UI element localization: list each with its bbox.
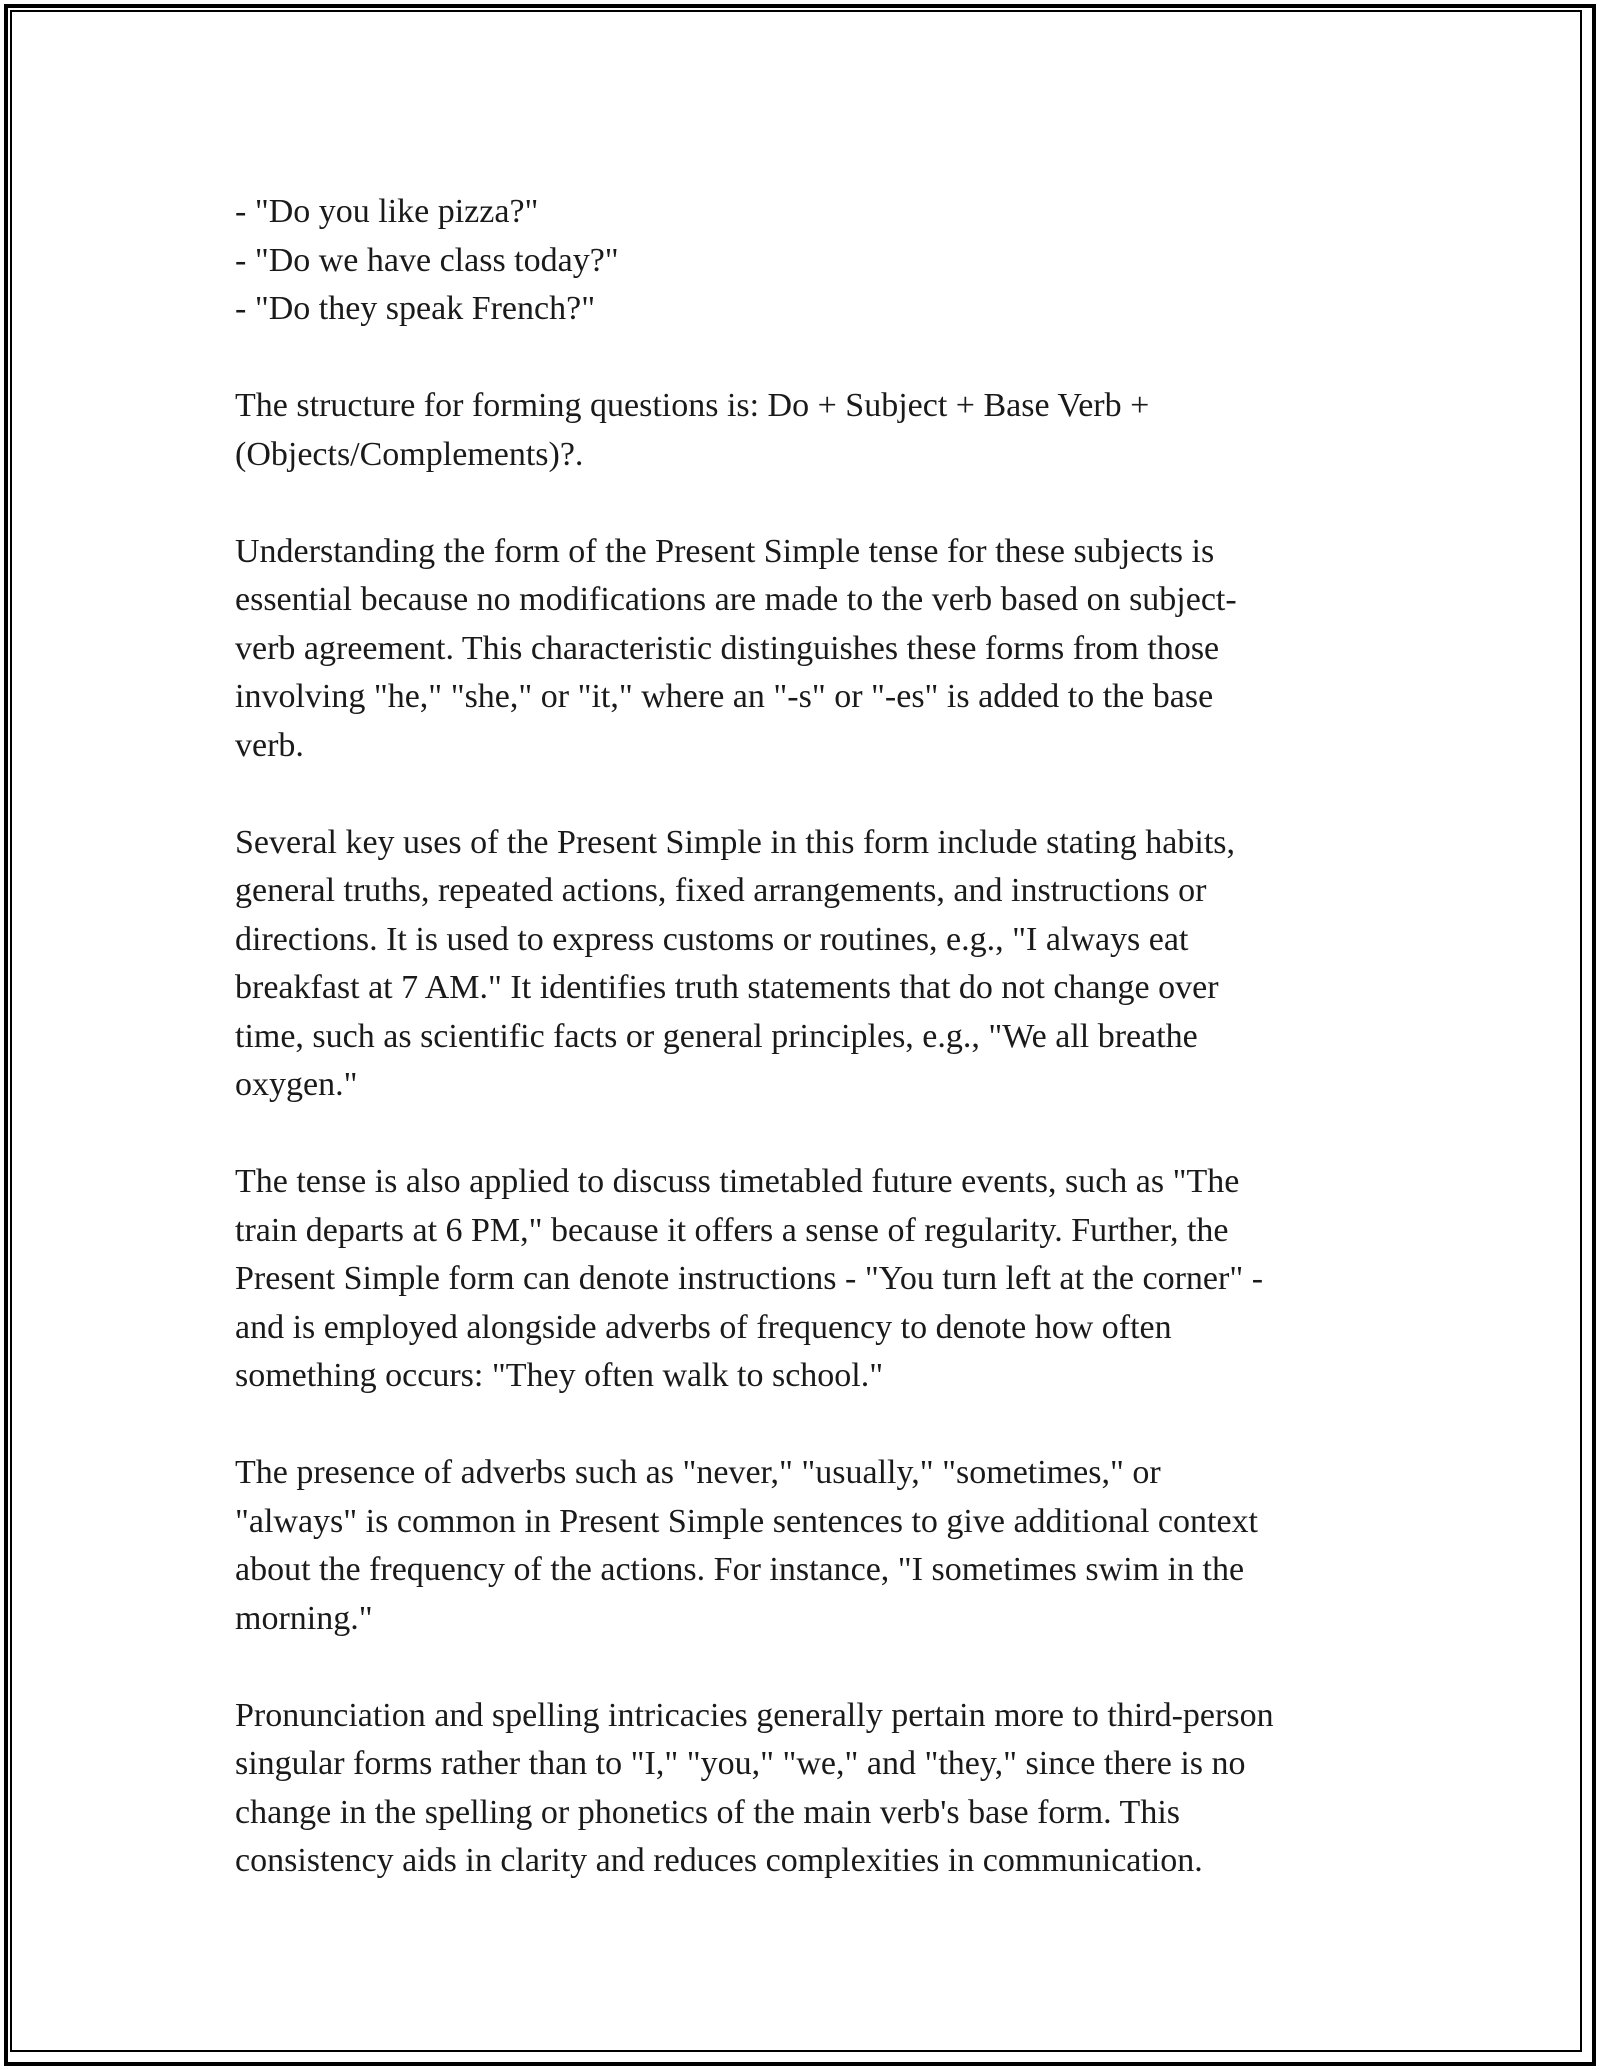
- paragraph-adverbs-frequency: [235, 1449, 1395, 1643]
- example-question: - "Do you like pizza?": [235, 193, 539, 230]
- text-line: train departs at 6 PM," because it offers a sense of regularity. Further, the: [235, 1211, 1229, 1249]
- text-line: change in the spelling or phonetics of the main verb's base form. This: [235, 1793, 1180, 1831]
- text-line: Present Simple form can denote instructions - "You turn left at the corner" -: [235, 1260, 1264, 1297]
- text-line: verb agreement. This characteristic distinguishes these forms from those: [235, 629, 1220, 667]
- text-line: breakfast at 7 AM." It identifies truth statements that do not change over: [235, 969, 1219, 1006]
- text-line: morning.": [235, 1599, 373, 1637]
- example-question: - "Do we have class today?": [235, 241, 619, 279]
- paragraph-understanding-form: [235, 528, 1395, 771]
- text-line: essential because no modifications are made to the verb based on subject-: [235, 581, 1237, 618]
- text-line: time, such as scientific facts or general principles, e.g., "We all breathe: [235, 1017, 1198, 1055]
- text-line: involving "he," "she," or "it," where an "-s" or "-es" is added to the base: [235, 678, 1214, 715]
- text-line: and is employed alongside adverbs of frequency to denote how often: [235, 1308, 1172, 1346]
- paragraph-key-uses: [235, 819, 1395, 1110]
- text-line: The tense is also applied to discuss timetabled future events, such as "The: [235, 1163, 1240, 1200]
- text-line: Several key uses of the Present Simple in this form include stating habits,: [235, 823, 1235, 861]
- text-line: general truths, repeated actions, fixed arrangements, and instructions or: [235, 872, 1207, 909]
- text-line: directions. It is used to express customs or routines, e.g., "I always eat: [235, 920, 1189, 958]
- example-question-list: [235, 188, 1395, 334]
- paragraph-pronunciation-spelling: [235, 1692, 1395, 1886]
- document-body: [235, 188, 1395, 1886]
- text-line: The structure for forming questions is: Do + Subject + Base Verb +: [235, 387, 1150, 424]
- text-line: verb.: [235, 726, 304, 764]
- paragraph-question-structure: [235, 382, 1395, 479]
- text-line: "always" is common in Present Simple sentences to give additional context: [235, 1502, 1259, 1540]
- text-line: (Objects/Complements)?.: [235, 435, 584, 473]
- paragraph-timetabled-events: [235, 1158, 1395, 1401]
- text-line: consistency aids in clarity and reduces complexities in communication.: [235, 1842, 1203, 1879]
- text-line: Understanding the form of the Present Simple tense for these subjects is: [235, 532, 1215, 570]
- text-line: about the frequency of the actions. For instance, "I sometimes swim in the: [235, 1551, 1245, 1588]
- text-line: The presence of adverbs such as "never," "usually," "sometimes," or: [235, 1454, 1161, 1491]
- text-line: Pronunciation and spelling intricacies generally pertain more to third-person: [235, 1696, 1274, 1734]
- text-line: oxygen.": [235, 1066, 358, 1103]
- example-question: - "Do they speak French?": [235, 290, 596, 327]
- text-line: something occurs: "They often walk to school.": [235, 1357, 884, 1394]
- text-line: singular forms rather than to "I," "you," "we," and "they," since there is no: [235, 1745, 1246, 1782]
